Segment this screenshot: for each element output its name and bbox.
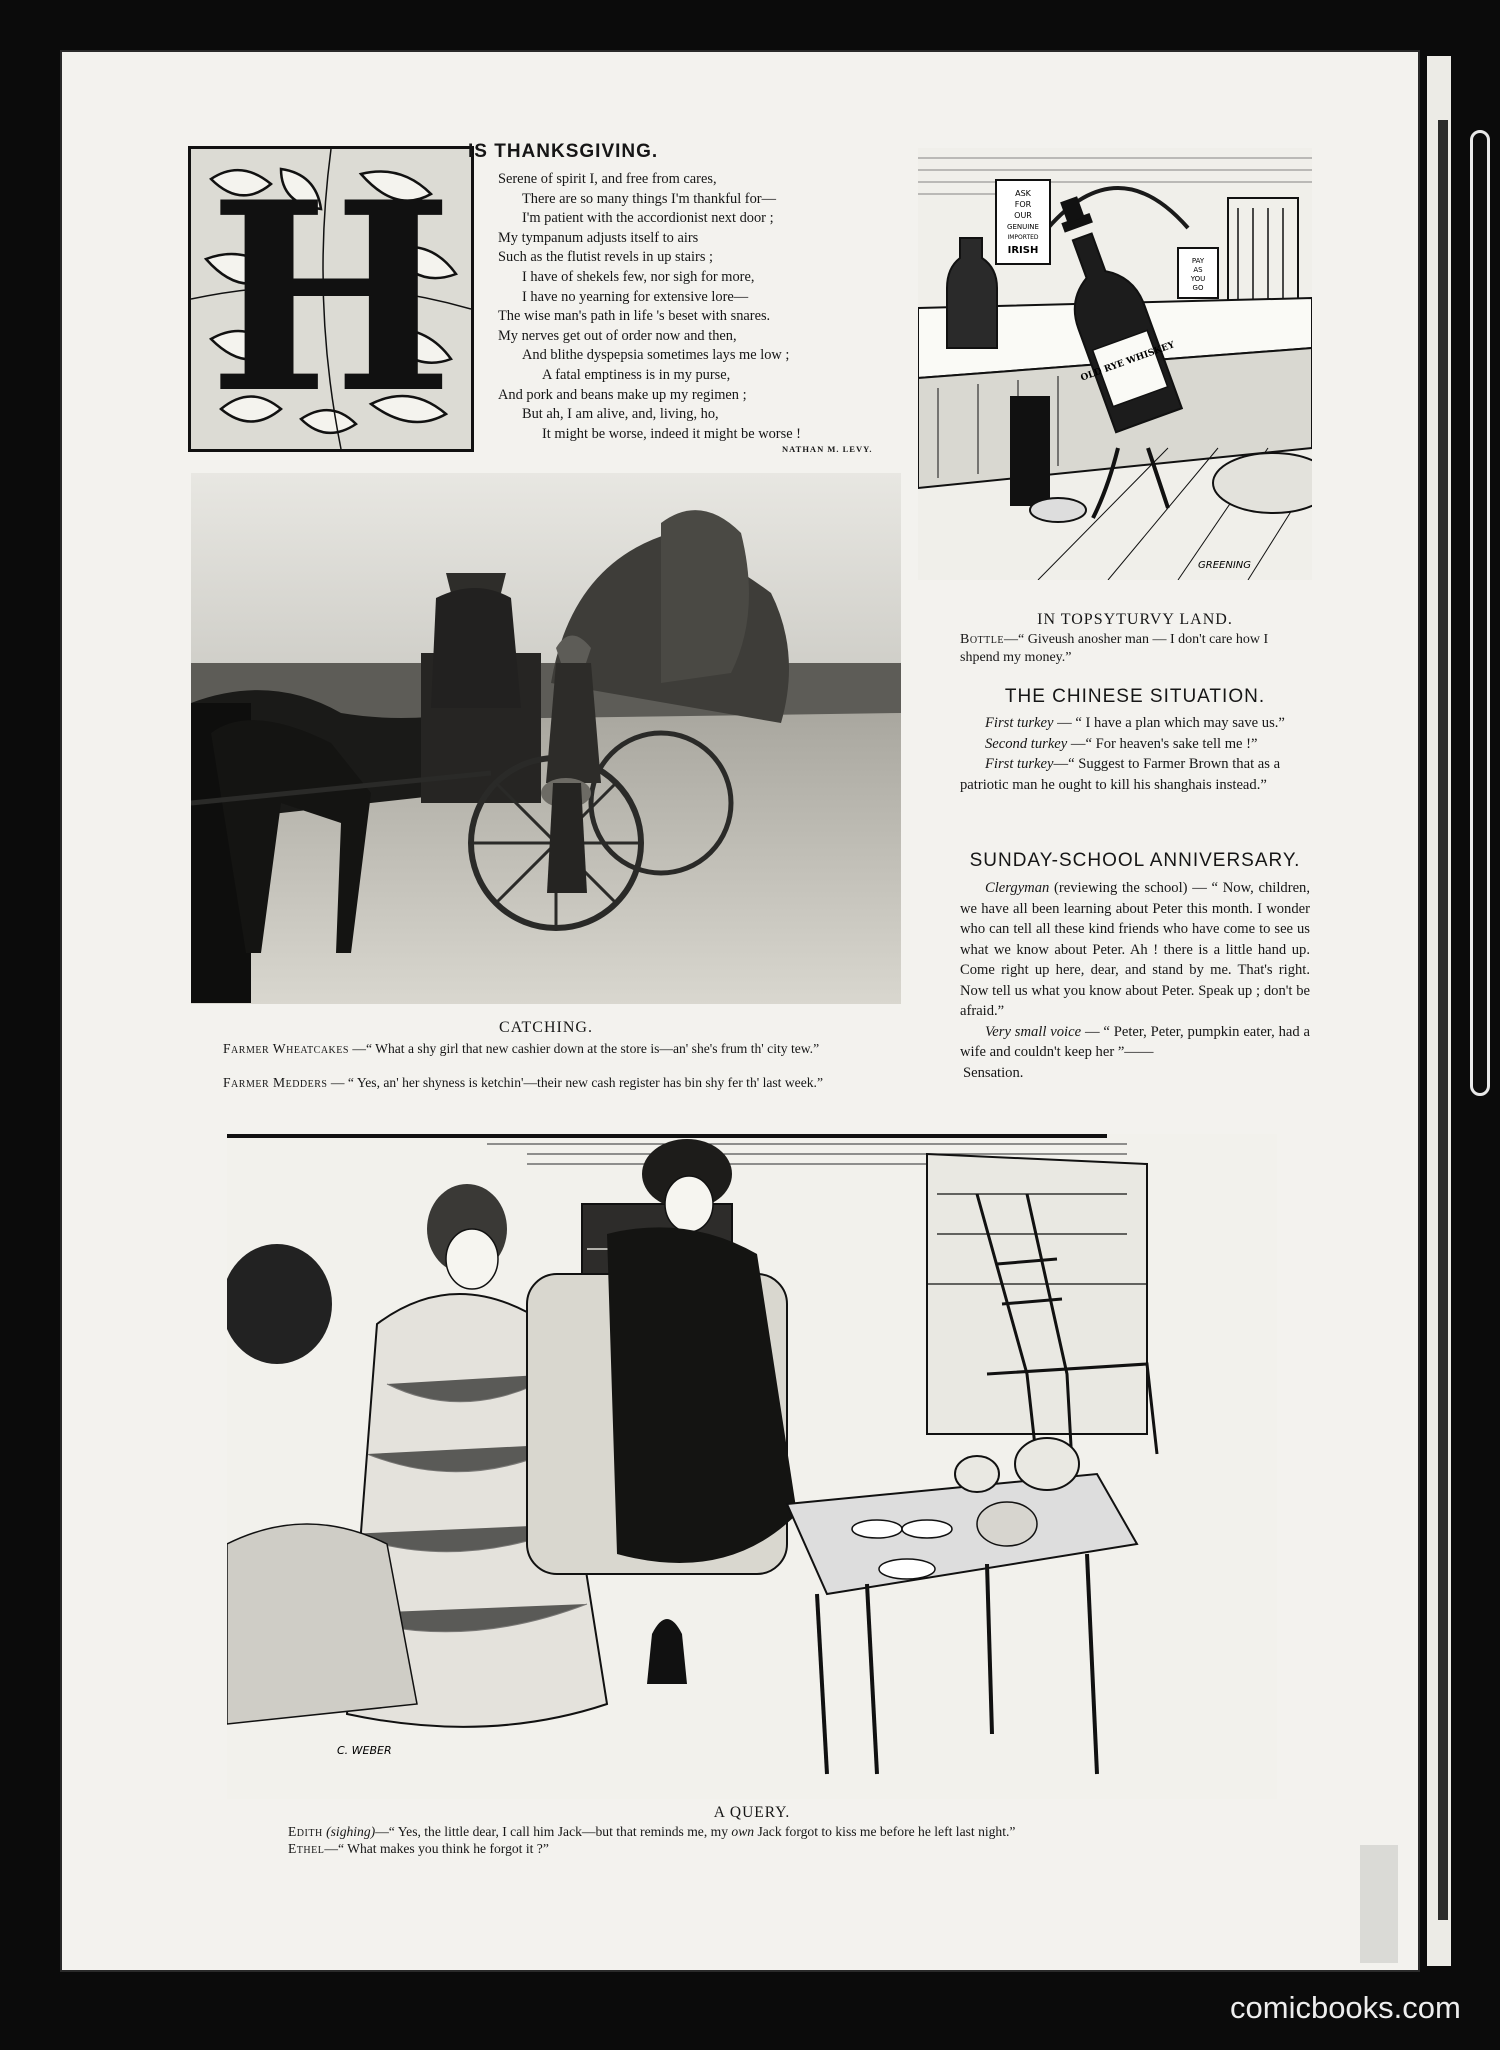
poem-line: And pork and beans make up my regimen ;	[498, 386, 747, 403]
poem-line: But ah, I am alive, and, living, ho,	[522, 406, 719, 423]
watermark: comicbooks.com	[1230, 1990, 1461, 2025]
catching-line-1	[191, 1040, 901, 1057]
sign2-text: GO	[1192, 284, 1204, 292]
sign-text: ASK	[1015, 189, 1031, 198]
sign2-text: YOU	[1190, 275, 1206, 283]
sunday-heading: SUNDAY-SCHOOL ANNIVERSARY.	[969, 850, 1301, 871]
decorative-dropcap	[188, 146, 474, 452]
speaker-name: Second turkey	[985, 735, 1068, 752]
dialogue-text: —“ Yes, the little dear, I call him Jack—but that reminds me, my	[375, 1824, 732, 1839]
query-caption-title: A QUERY.	[713, 1804, 791, 1821]
poem-author: NATHAN M. LEVY.	[782, 444, 873, 454]
poem-line: My tympanum adjusts itself to airs	[498, 229, 699, 246]
speaker-name: Very small voice	[985, 1023, 1082, 1040]
chinese-heading: THE CHINESE SITUATION.	[1004, 686, 1266, 707]
poem-line: I'm patient with the accordionist next door ;	[522, 210, 774, 227]
poem-line: Serene of spirit I, and free from cares,	[498, 171, 717, 187]
query-line-2	[288, 1840, 1288, 1857]
emphasis-word: own	[731, 1824, 755, 1839]
poem-line: The wise man's path in life 's beset with snares.	[498, 308, 771, 325]
speaker-name: Farmer Medders	[223, 1075, 328, 1090]
dialogue-text: — “ I have a plan which may save us.”	[1053, 715, 1285, 731]
sign-text: FOR	[1014, 200, 1032, 209]
caption-text: —“ Giveush anosher man — I don't care how I shpend my money.”	[960, 632, 1269, 665]
bottle-label: OLD RYE WHISKEY	[1079, 340, 1177, 384]
chinese-text	[960, 713, 1310, 795]
sign-text: OUR	[1014, 211, 1032, 220]
poem-text	[498, 170, 858, 444]
dialogue-text: —“ Suggest to Farmer Brown that as a patriotic man he ought to kill his shanghais instead.”	[960, 756, 1281, 793]
dialogue-text: —“ For heaven's sake tell me !”	[1067, 735, 1258, 752]
dialogue-text: — “ Peter, Peter, pumpkin eater, had a wife and couldn't keep her ”——	[960, 1023, 1310, 1060]
dialogue-text: — “ Yes, an' her shyness is ketchin'—their new cash register has bin shy fer th' last week.”	[327, 1075, 823, 1090]
poem-line: A fatal emptiness is in my purse,	[542, 366, 731, 383]
poem-line: And blithe dyspepsia sometimes lays me low ;	[522, 347, 790, 364]
speaker-name: First turkey	[985, 756, 1054, 772]
dialogue-text: —“ What makes you think he forgot it ?”	[324, 1841, 549, 1856]
speaker-name: First turkey	[985, 715, 1054, 731]
poem-line: There are so many things I'm thankful for—	[522, 190, 776, 207]
topsyturvy-cartoon	[918, 148, 1312, 580]
sign-text: IRISH	[1007, 245, 1039, 256]
catching-line-2	[191, 1074, 901, 1091]
sign-text: GENUINE	[1007, 223, 1039, 231]
dropcap-letter: H	[208, 146, 454, 451]
stage-direction: (sighing)	[326, 1824, 376, 1839]
dialogue-text: (reviewing the school) — “ Now, children, we have all been learning about Peter this month. I wonder who can tell all these kind friends who have come to see us what we know about Peter. Ah ! there is a little hand up. Come right up here, dear, and stand by me. That's right. Now tell us what you know about Peter. Speak up ; don't be afraid.”	[960, 880, 1310, 1019]
poem-line: It might be worse, indeed it might be worse !	[542, 425, 801, 442]
query-line-1	[288, 1823, 1288, 1840]
binding-shadow	[1438, 120, 1448, 1920]
topsy-caption-title: IN TOPSYTURVY LAND.	[1037, 611, 1233, 628]
topsy-caption	[960, 631, 1310, 667]
speaker-name: Farmer Wheatcakes	[223, 1041, 349, 1056]
dialogue-text: —“ What a shy girl that new cashier down at the store is—an' she's frum th' city tew.”	[348, 1041, 820, 1056]
speaker-name: Ethel	[288, 1841, 325, 1856]
sign-text: IMPORTED	[1007, 234, 1039, 241]
artist-signature: GREENING	[1198, 560, 1251, 571]
sign2-text: AS	[1193, 266, 1203, 274]
parlor-illustration	[227, 1134, 1277, 1799]
page-curl	[1470, 130, 1490, 1096]
dialogue-text: Jack forgot to kiss me before he left last night.”	[754, 1824, 1016, 1839]
sign2-text: PAY	[1191, 257, 1205, 265]
speaker-name: Edith	[288, 1824, 323, 1839]
scan-artifact	[1360, 1845, 1398, 1963]
speaker-name: Bottle	[960, 632, 1004, 647]
poem-line: I have no yearning for extensive lore—	[522, 288, 749, 305]
speaker-name: Clergyman	[985, 880, 1050, 896]
dialogue-text: Sensation.	[963, 1064, 1024, 1081]
poem-title: IS THANKSGIVING.	[468, 141, 659, 162]
sunday-text	[960, 878, 1310, 1083]
farm-wagon-photo	[191, 473, 901, 1004]
poem-line: Such as the flutist revels in up stairs ;	[498, 249, 714, 266]
catching-caption-title: CATCHING.	[499, 1019, 593, 1036]
artist-signature: C. WEBER	[337, 1744, 392, 1757]
poem-line: I have of shekels few, nor sigh for more,	[522, 268, 755, 285]
poem-line: My nerves get out of order now and then,	[498, 327, 737, 344]
